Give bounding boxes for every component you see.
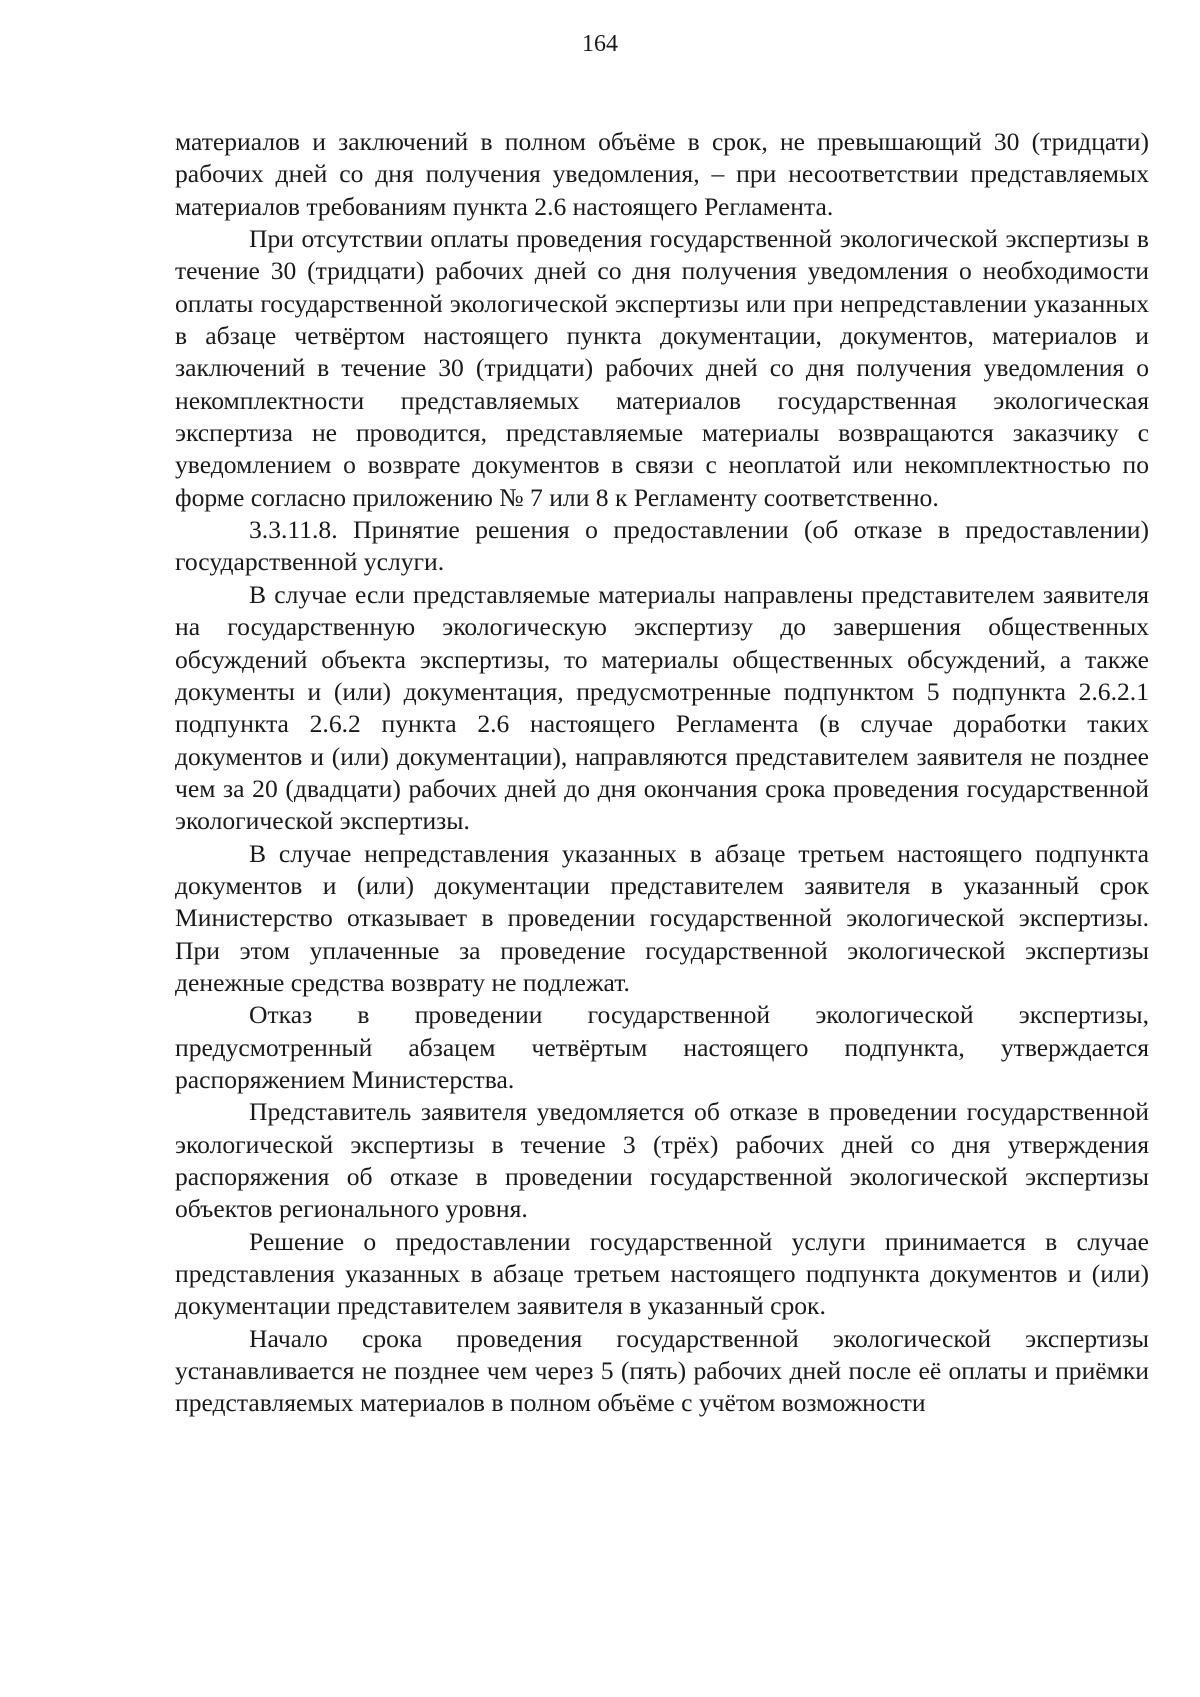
paragraph-continuation: материалов и заключений в полном объёме в срок, не превышающий 30 (тридцати) рабочих дней со дня получения уведомления, – при несоответствии представляемых материалов требованиям пункта 2.6 настоящего Регламента. (175, 127, 1149, 221)
paragraph-refusal-order: Отказ в проведении государственной экологической экспертизы, предусмотренный абзацем четвёртым настоящего подпункта, утверждается распоряжением Министерства. (175, 1000, 1149, 1094)
paragraph-payment-absence: При отсутствии оплаты проведения государственной экологической экспертизы в течение 30 (тридцати) рабочих дней со дня получения уведомления о необходимости оплаты государственной экологической экспертизы или при непредставлении указанных в абзаце четвёртом настоящего пункта документации, документов, материалов и заключений в течение 30 (тридцати) рабочих дней со дня получения уведомления о некомплектности представляемых материалов государственная экологическая экспертиза не проводится, представляемые материалы возвращаются заказчику с уведомлением о возврате документов в связи с неоплатой или некомплектностью по форме согласно приложению № 7 или 8 к Регламенту соответственно. (175, 224, 1149, 512)
paragraph-public-discussions: В случае если представляемые материалы направлены представителем заявителя на государственную экологическую экспертизу до завершения общественных обсуждений объекта экспертизы, то материалы общественных обсуждений, а также документы и (или) документация, предусмотренные подпунктом 5 подпункта 2.6.2.1 подпункта 2.6.2 пункта 2.6 настоящего Регламента (в случае доработки таких документов и (или) документации), направляются представителем заявителя не позднее чем за 20 (двадцати) рабочих дней до дня окончания срока проведения государственной экологической экспертизы. (175, 579, 1149, 836)
paragraph-non-submission: В случае непредставления указанных в абзаце третьем настоящего подпункта документов и (или) документации представителем заявителя в указанный срок Министерство отказывает в проведении государственной экологической экспертизы. При этом уплаченные за проведение государственной экологической экспертизы денежные средства возврату не подлежат. (175, 838, 1149, 997)
document-body (175, 126, 1149, 1420)
paragraph-start-of-term: Начало срока проведения государственной экологической экспертизы устанавливается не позднее чем через 5 (пять) рабочих дней после её оплаты и приёмки представляемых материалов в полном объёме с учётом возможности (175, 1323, 1149, 1418)
paragraph-decision: Решение о предоставлении государственной услуги принимается в случае представления указанных в абзаце третьем настоящего подпункта документов и (или) документации представителем заявителя в указанный срок. (175, 1226, 1149, 1321)
page-number: 164 (582, 31, 618, 57)
paragraph-notification: Представитель заявителя уведомляется об отказе в проведении государственной экологической экспертизы в течение 3 (трёх) рабочих дней со дня утверждения распоряжения об отказе в проведении государственной экологической экспертизы объектов регионального уровня. (175, 1097, 1149, 1224)
paragraph-section-3-3-11-8: 3.3.11.8. Принятие решения о предоставлении (об отказе в предоставлении) государственной услуги. (175, 515, 1149, 577)
